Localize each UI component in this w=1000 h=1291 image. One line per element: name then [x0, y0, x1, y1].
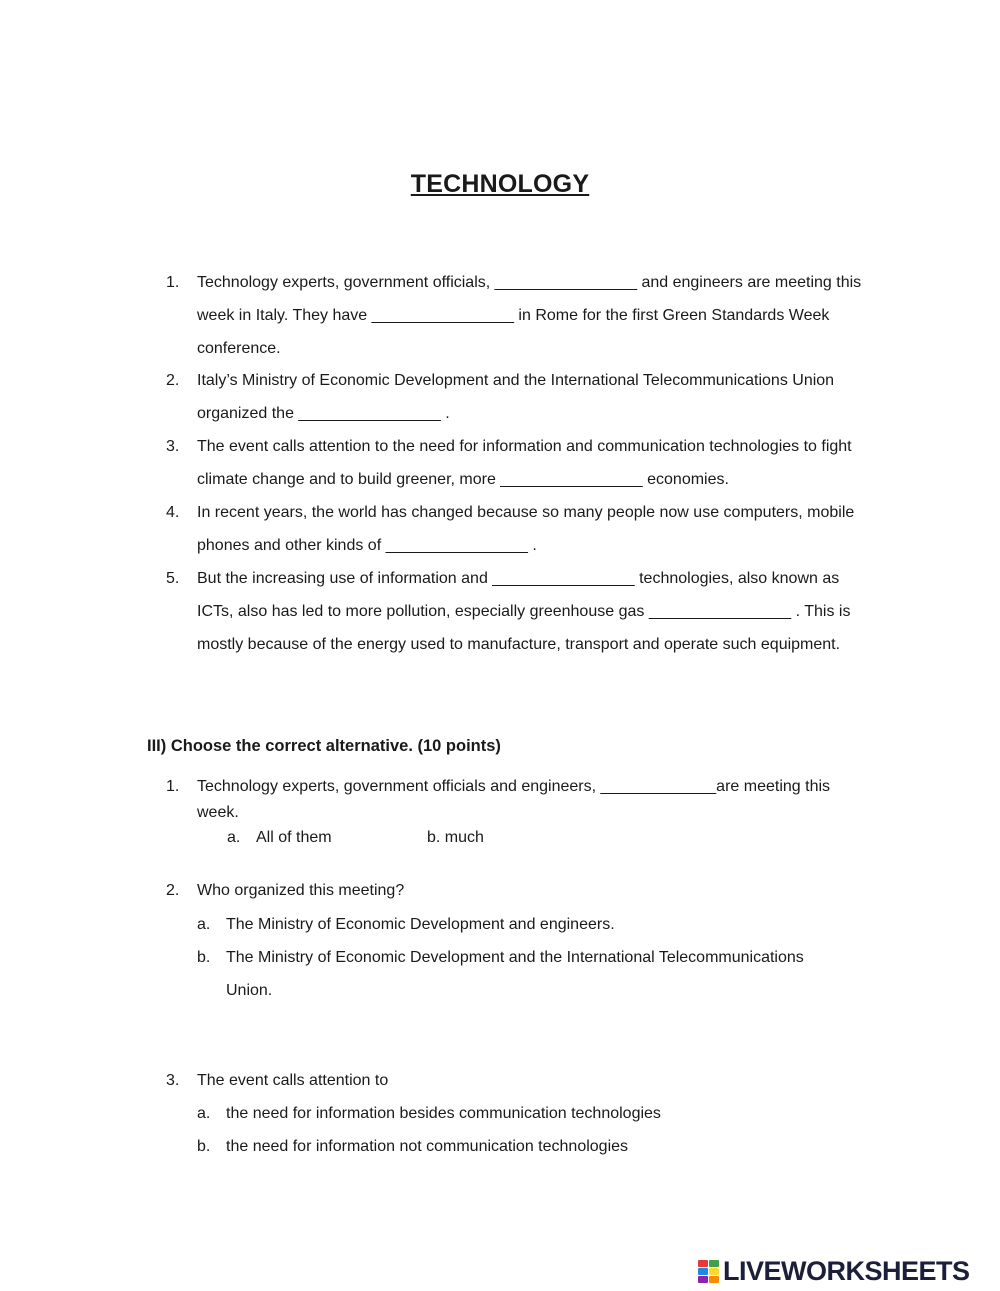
item-number: 1.	[166, 274, 180, 291]
logo-block	[698, 1268, 708, 1275]
item-text: The event calls attention to the need for information and communication technologies to fight climate change and to build greener, more ________________ economies.	[197, 438, 852, 488]
option-text[interactable]: the need for information besides communication technologies	[226, 1105, 661, 1122]
logo-blocks-icon	[698, 1260, 719, 1283]
option-label: b.	[197, 949, 211, 966]
logo-text: LIVEWORKSHEETS	[723, 1255, 970, 1286]
question-number: 3.	[166, 1072, 180, 1089]
item-text: In recent years, the world has changed because so many people now use computers, mobile phones and other kinds of ________________ .	[197, 504, 855, 554]
logo-block	[709, 1276, 719, 1283]
liveworksheets-logo	[698, 1256, 970, 1286]
option-text[interactable]: All of them	[256, 829, 332, 846]
item-number: 3.	[166, 438, 180, 455]
page-title: TECHNOLOGY	[410, 170, 590, 198]
item-number: 2.	[166, 372, 180, 389]
question-text: Technology experts, government officials and engineers, _____________are meeting this week.	[197, 778, 831, 821]
question-number: 1.	[166, 778, 180, 795]
option-text[interactable]: The Ministry of Economic Development and the International Telecommunications Union.	[226, 949, 804, 999]
option-text[interactable]: the need for information not communication technologies	[226, 1138, 629, 1155]
option-label: b.	[197, 1138, 211, 1155]
option-label: a.	[197, 916, 211, 933]
item-text: Technology experts, government officials, ________________ and engineers are meeting this week in Italy. They have ________________ in Rome for the first Green Standards Week conference.	[197, 274, 862, 357]
item-number: 4.	[166, 504, 180, 521]
logo-block	[698, 1260, 708, 1267]
option-text[interactable]: b. much	[427, 829, 484, 846]
question-text: The event calls attention to	[197, 1072, 389, 1089]
item-text: Italy’s Ministry of Economic Development and the International Telecommunications Union organized the ________________ .	[197, 372, 835, 422]
logo-block	[709, 1268, 719, 1275]
option-text[interactable]: The Ministry of Economic Development and engineers.	[226, 916, 615, 933]
logo-block	[698, 1276, 708, 1283]
item-text: But the increasing use of information and ________________ technologies, also known as ICTs, also has led to more pollution, especially greenhouse gas ________________ . This is mostly because of the energy used to manufacture, transport and operate such equipment.	[197, 570, 851, 653]
question-text: Who organized this meeting?	[197, 882, 405, 899]
item-number: 5.	[166, 570, 180, 587]
logo-block	[709, 1260, 719, 1267]
option-label: a.	[227, 829, 241, 846]
question-number: 2.	[166, 882, 180, 899]
option-label: a.	[197, 1105, 211, 1122]
section-heading: III) Choose the correct alternative. (10 points)	[147, 737, 501, 755]
